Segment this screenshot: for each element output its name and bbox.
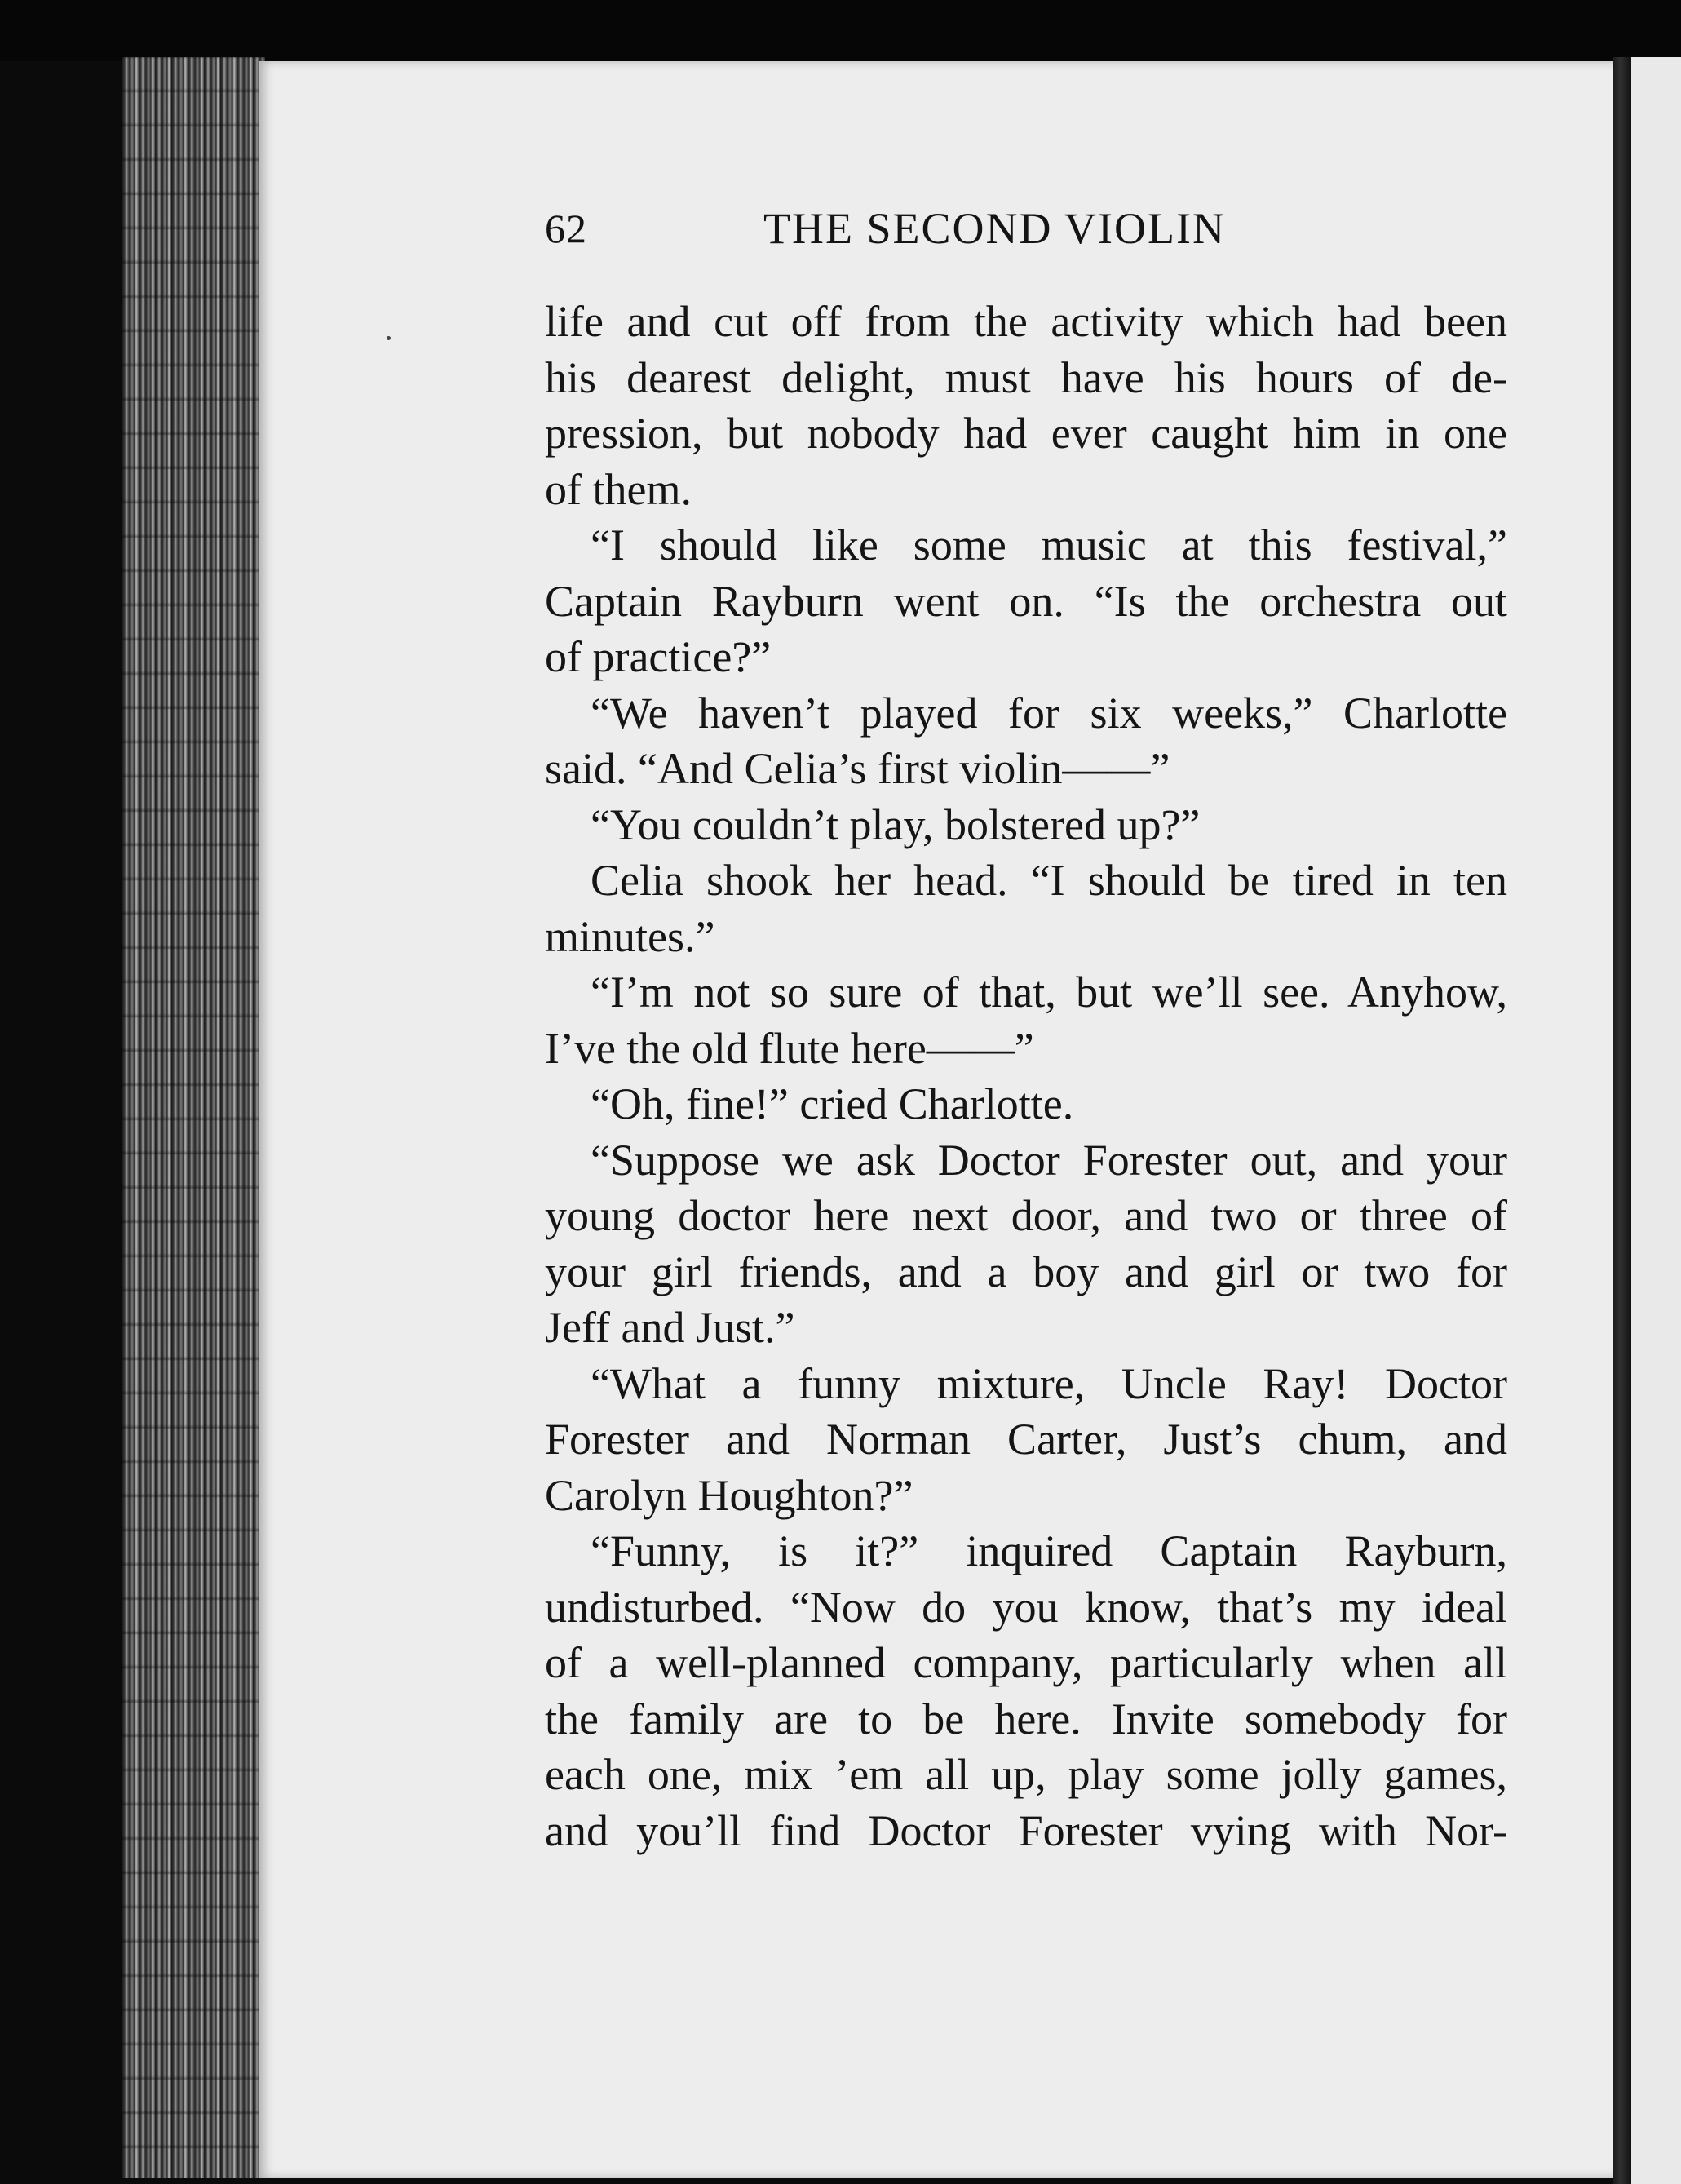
text-line: said. “And Celia’s first violin——” — [545, 744, 1170, 793]
text-line: Jeff and Just.” — [545, 1303, 795, 1352]
text-line: of practice?” — [545, 632, 772, 681]
text-line: Forester and Norman Carter, Just’s chum, and — [545, 1415, 1507, 1464]
text-line: “You couldn’t play, bolstered up?” — [591, 800, 1201, 849]
text-line: young doctor here next door, and two or three of — [545, 1191, 1507, 1240]
text-line: “Suppose we ask Doctor Forester out, and your — [591, 1135, 1507, 1185]
text-line: life and cut off from the activity which had been — [545, 297, 1507, 346]
text-line: I’ve the old flute here——” — [545, 1023, 1034, 1073]
text-line: “I’m not so sure of that, but we’ll see. Anyhow, — [591, 968, 1507, 1017]
text-line: undisturbed. “Now do you know, that’s my ideal — [545, 1582, 1507, 1632]
ink-speck — [387, 336, 391, 340]
book-right-edge — [1613, 57, 1631, 2184]
body-text — [545, 294, 1507, 1858]
page-number: 62 — [545, 206, 587, 251]
text-line: each one, mix ’em all up, play some jolly games, — [545, 1750, 1507, 1799]
text-line: Celia shook her head. “I should be tired in ten — [591, 856, 1507, 905]
text-line: Carolyn Houghton?” — [545, 1470, 913, 1520]
text-line: “We haven’t played for six weeks,” Charlotte — [591, 688, 1507, 738]
text-line: and you’ll find Doctor Forester vying with Nor- — [545, 1805, 1507, 1855]
page-header — [545, 200, 1360, 265]
text-line: his dearest delight, must have his hours of de- — [545, 352, 1507, 402]
text-line: pression, but nobody had ever caught him in one — [545, 409, 1507, 458]
text-line: “What a funny mixture, Uncle Ray! Doctor — [591, 1358, 1507, 1408]
text-line: Captain Rayburn went on. “Is the orchestra out — [545, 576, 1507, 626]
scanner-top-border — [0, 0, 1681, 61]
text-line: “Funny, is it?” inquired Captain Rayburn, — [591, 1526, 1507, 1575]
text-line: your girl friends, and a boy and girl or two for — [545, 1247, 1507, 1296]
text-line: of a well-planned company, particularly when all — [545, 1638, 1507, 1687]
facing-page-strip — [1631, 57, 1681, 2184]
text-line: “I should like some music at this festival,” — [591, 521, 1507, 569]
text-line: “Oh, fine!” cried Charlotte. — [591, 1079, 1074, 1128]
text-line: minutes.” — [545, 911, 715, 961]
running-head-title: THE SECOND VIOLIN — [763, 204, 1226, 253]
text-line: the family are to be here. Invite somebody for — [545, 1694, 1507, 1743]
text-line: of them. — [545, 464, 692, 514]
book-page-edges — [122, 57, 265, 2178]
